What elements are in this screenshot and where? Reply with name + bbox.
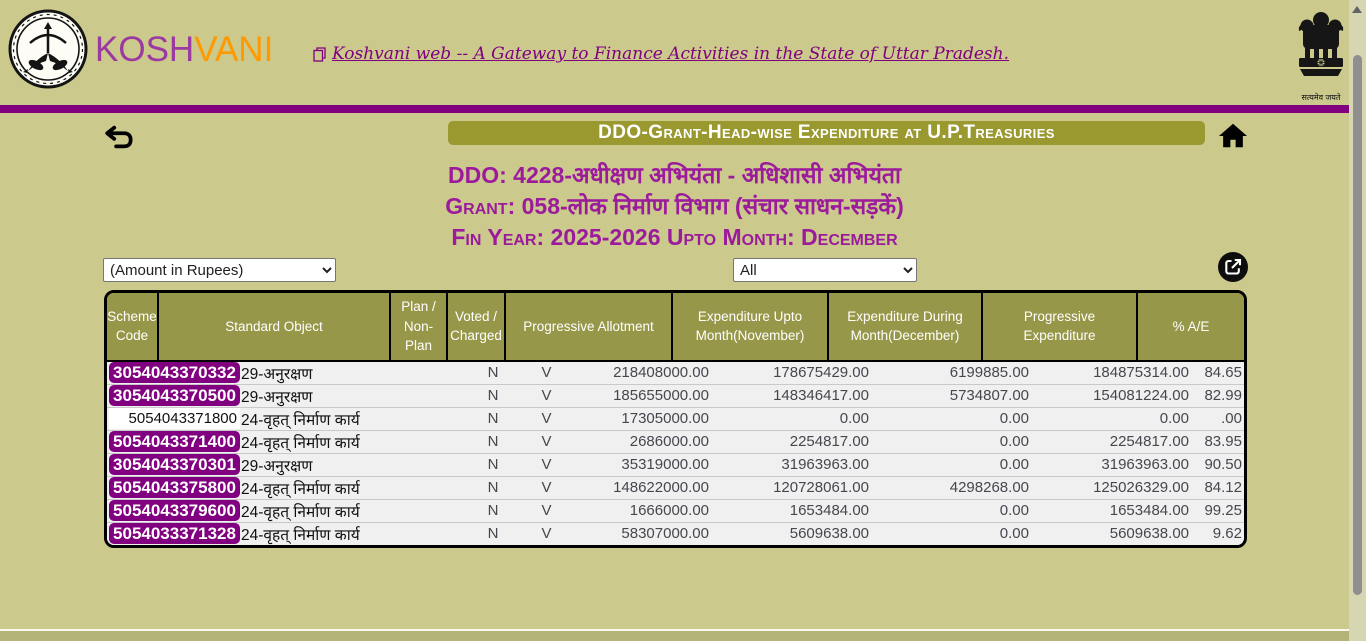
col-progressive-allotment: Progressive Allotment [506,293,673,362]
table-row [107,453,1244,476]
voted-charged-value: V [541,456,552,474]
voted-charged-value: V [541,525,552,543]
progressive-expenditure-value: 0.00 [1159,410,1189,428]
progressive-allotment-value: 148622000.00 [613,479,709,497]
scheme-cell [107,500,462,522]
pct-ae-value: 84.12 [1204,479,1242,497]
expenditure-during-value: 5734807.00 [949,387,1029,405]
standard-object-label: 24-वृहत् निर्माण कार्य [241,526,360,544]
scheme-cell [107,431,462,453]
expenditure-table [104,290,1247,548]
plan-nonplan-value: N [487,479,499,497]
table-row [107,522,1244,545]
banner-link-label: Koshvani web -- A Gateway to Finance Activities in the State of Uttar Pradesh. [332,44,1009,64]
progressive-allotment-value: 1666000.00 [629,502,709,520]
grant-line: Grant: 058-लोक निर्माण विभाग (संचार साधन-सड़कें) [445,193,904,219]
table-row [107,476,1244,499]
col-voted-charged: Voted / Charged [448,293,506,362]
scheme-code-link[interactable]: 3054043370332 [109,362,240,383]
progressive-allotment-value: 185655000.00 [613,387,709,405]
voted-charged-value: V [541,433,552,451]
expenditure-upto-value: 120728061.00 [773,479,869,497]
brand-vani: VANI [194,30,274,69]
back-icon[interactable] [103,123,133,151]
scheme-cell [107,477,462,499]
progressive-allotment-value: 17305000.00 [621,410,709,428]
table-row [107,499,1244,522]
voted-charged-value: V [541,479,552,497]
scrollbar-thumb[interactable] [1353,55,1362,595]
koshvani-gateway-link[interactable] [313,44,1009,64]
standard-object-label: 24-वृहत् निर्माण कार्य [241,503,360,521]
col-standard-object: Standard Object [159,293,391,362]
expenditure-upto-value: 5609638.00 [789,525,869,543]
progressive-expenditure-value: 5609638.00 [1109,525,1189,543]
scheme-cell [107,408,462,430]
pct-ae-value: 90.50 [1204,456,1242,474]
standard-object-label: 24-वृहत् निर्माण कार्य [241,480,360,498]
col-expenditure-upto: Expenditure Upto Month(November) [673,293,829,362]
pct-ae-value: 83.95 [1204,433,1242,451]
expenditure-during-value: 0.00 [999,525,1029,543]
pct-ae-value: 82.99 [1204,387,1242,405]
scheme-code-link[interactable]: 3054043370301 [109,454,240,475]
pct-ae-value: 9.62 [1212,525,1242,543]
plan-nonplan-value: N [487,456,499,474]
table-row [107,384,1244,407]
brand-kosh: KOSH [95,30,195,69]
table-row [107,362,1244,384]
horizontal-scrollbar[interactable] [0,631,1366,641]
emblem-caption: सत्यमेव जयते [1301,93,1341,102]
page-title: DDO-Grant-Head-wise Expenditure at U.P.Treasuries [448,121,1205,145]
scheme-cell [107,362,462,384]
col-plan-nonplan: Plan / Non-Plan [391,293,448,362]
pct-ae-value: .00 [1221,410,1242,428]
plan-nonplan-value: N [487,502,499,520]
expenditure-during-value: 0.00 [999,433,1029,451]
up-government-logo [8,9,88,91]
filter-select[interactable] [733,258,917,282]
standard-object-label: 24-वृहत् निर्माण कार्य [241,411,360,429]
voted-charged-value: V [541,364,552,382]
progressive-expenditure-value: 125026329.00 [1093,479,1189,497]
amount-unit-select[interactable] [103,258,336,282]
col-expenditure-during: Expenditure During Month(December) [829,293,983,362]
expenditure-during-value: 6199885.00 [949,364,1029,382]
expenditure-upto-value: 0.00 [839,410,869,428]
expenditure-upto-value: 31963963.00 [781,456,869,474]
standard-object-label: 29-अनुरक्षण [241,388,313,406]
table-header-row [107,293,1244,362]
scheme-cell [107,385,462,407]
scrollbar-up-arrow-icon[interactable] [1352,6,1362,13]
expenditure-upto-value: 148346417.00 [773,387,869,405]
scheme-code-link[interactable]: 5054043379600 [109,500,240,521]
scheme-code-link[interactable]: 5054033371328 [109,523,240,544]
table-row [107,430,1244,453]
progressive-allotment-value: 218408000.00 [613,364,709,382]
plan-nonplan-value: N [487,387,499,405]
ashoka-emblem [1292,8,1350,102]
progressive-expenditure-value: 154081224.00 [1093,387,1189,405]
standard-object-label: 29-अनुरक्षण [241,365,313,383]
voted-charged-value: V [541,502,552,520]
brand-title [95,30,273,70]
progressive-expenditure-value: 2254817.00 [1109,433,1189,451]
header-divider-bar [0,105,1366,113]
report-context [0,160,1349,253]
expenditure-during-value: 0.00 [999,502,1029,520]
fin-year-line: Fin Year: 2025-2026 Upto Month: December [451,224,898,250]
progressive-allotment-value: 58307000.00 [621,525,709,543]
scheme-code-link[interactable]: 5054043371400 [109,431,240,452]
scheme-code-link: 5054043371800 [109,408,240,429]
plan-nonplan-value: N [487,525,499,543]
progressive-expenditure-value: 184875314.00 [1093,364,1189,382]
plan-nonplan-value: N [487,364,499,382]
scheme-cell [107,454,462,476]
col-scheme-code: Scheme Code [107,293,159,362]
plan-nonplan-value: N [487,410,499,428]
pct-ae-value: 99.25 [1204,502,1242,520]
voted-charged-value: V [541,410,552,428]
expenditure-during-value: 0.00 [999,456,1029,474]
scheme-code-link[interactable]: 3054043370500 [109,385,240,406]
standard-object-label: 29-अनुरक्षण [241,457,313,475]
export-icon[interactable] [1218,252,1248,282]
col-pct-ae: % A/E [1138,293,1244,362]
scheme-cell [107,523,462,545]
page-link-icon [313,47,326,62]
home-icon[interactable] [1218,121,1248,150]
expenditure-upto-value: 2254817.00 [789,433,869,451]
expenditure-during-value: 4298268.00 [949,479,1029,497]
expenditure-upto-value: 178675429.00 [773,364,869,382]
vertical-scrollbar[interactable] [1349,0,1366,641]
expenditure-during-value: 0.00 [999,410,1029,428]
progressive-allotment-value: 35319000.00 [621,456,709,474]
plan-nonplan-value: N [487,433,499,451]
progressive-expenditure-value: 31963963.00 [1101,456,1189,474]
col-progressive-expenditure: Progressive Expenditure [983,293,1138,362]
voted-charged-value: V [541,387,552,405]
table-row [107,407,1244,430]
progressive-expenditure-value: 1653484.00 [1109,502,1189,520]
progressive-allotment-value: 2686000.00 [629,433,709,451]
table-body [107,362,1244,545]
ddo-line: DDO: 4228-अधीक्षण अभियंता - अधिशासी अभियंता [448,162,901,188]
expenditure-upto-value: 1653484.00 [789,502,869,520]
standard-object-label: 24-वृहत् निर्माण कार्य [241,434,360,452]
scheme-code-link[interactable]: 5054043375800 [109,477,240,498]
pct-ae-value: 84.65 [1204,364,1242,382]
